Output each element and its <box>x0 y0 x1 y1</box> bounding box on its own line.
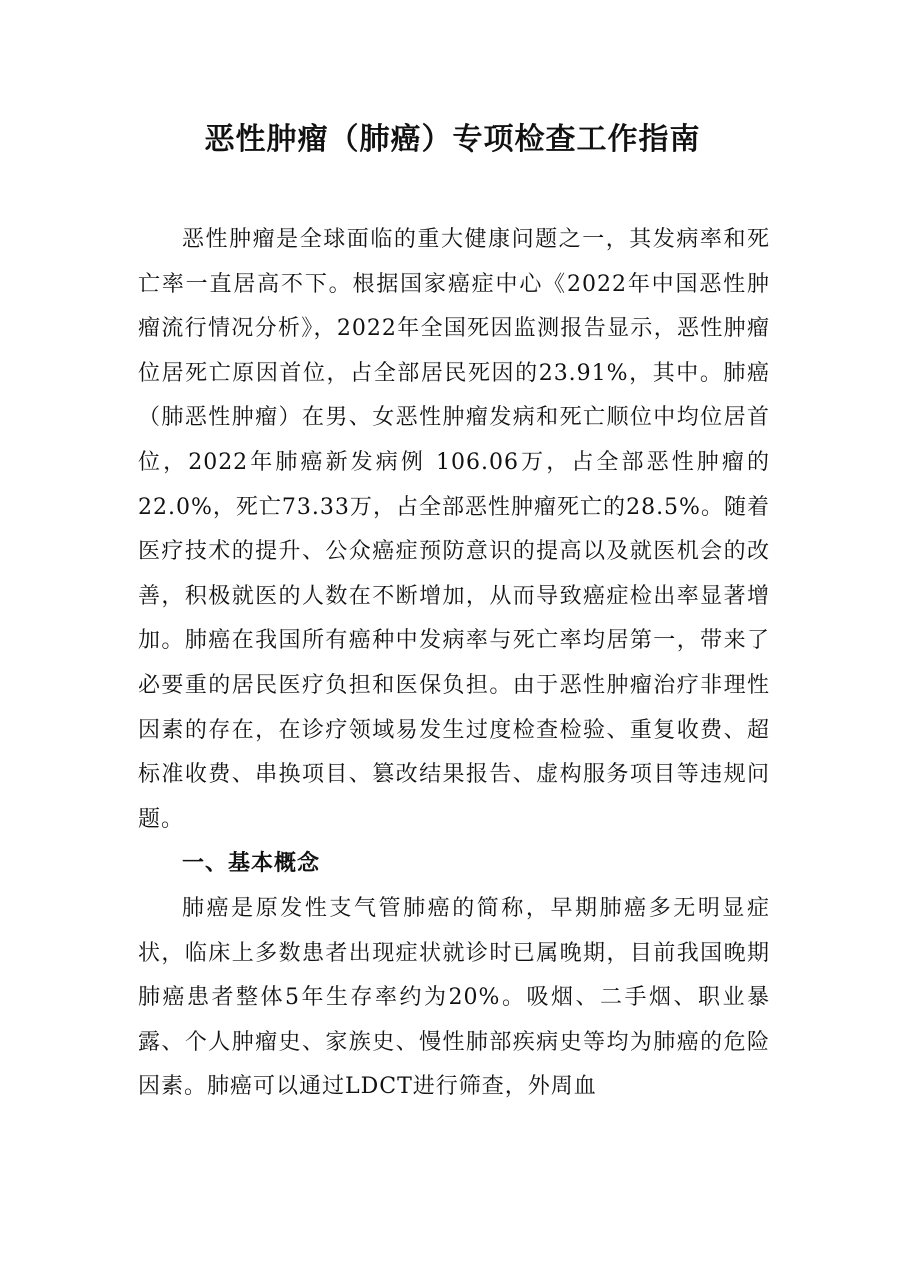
document-title: 恶性肿瘤（肺癌）专项检查工作指南 <box>204 122 701 157</box>
document-body <box>138 218 770 1110</box>
section-heading-basic-concepts: 一、基本概念 <box>182 851 321 877</box>
basic-concepts-paragraph: 肺癌是原发性支气管肺癌的简称，早期肺癌多无明显症状，临床上多数患者出现症状就诊时已属晚期，目前我国晚期肺癌患者整体5年生存率约为20%。吸烟、二手烟、职业暴露、个人肿瘤史、家族史、慢性肺部疾病史等均为肺癌的危险因素。肺癌可以通过LDCT进行筛查，外周血 <box>138 895 770 1100</box>
intro-paragraph: 恶性肿瘤是全球面临的重大健康问题之一，其发病率和死亡率一直居高不下。根据国家癌症中心《2022年中国恶性肿瘤流行情况分析》，2022年全国死因监测报告显示，恶性肿瘤位居死亡原因首位，占全部居民死因的23.91%，其中。肺癌（肺恶性肿瘤）在男、女恶性肿瘤发病和死亡顺位中均位居首位，2022年肺癌新发病例 106.06万，占全部恶性肿瘤的22.0%，死亡73.33万，占全部恶性肿瘤死亡的28.5%。随着医疗技术的提升、公众癌症预防意识的提高以及就医机会的改善，积极就医的人数在不断增加，从而导致癌症检出率显著增加。肺癌在我国所有癌种中发病率与死亡率均居第一，带来了必要重的居民医疗负担和医保负担。由于恶性肿瘤治疗非理性因素的存在，在诊疗领域易发生过度检查检验、重复收费、超标准收费、串换项目、篡改结果报告、虚构服务项目等违规问题。 <box>138 227 770 832</box>
